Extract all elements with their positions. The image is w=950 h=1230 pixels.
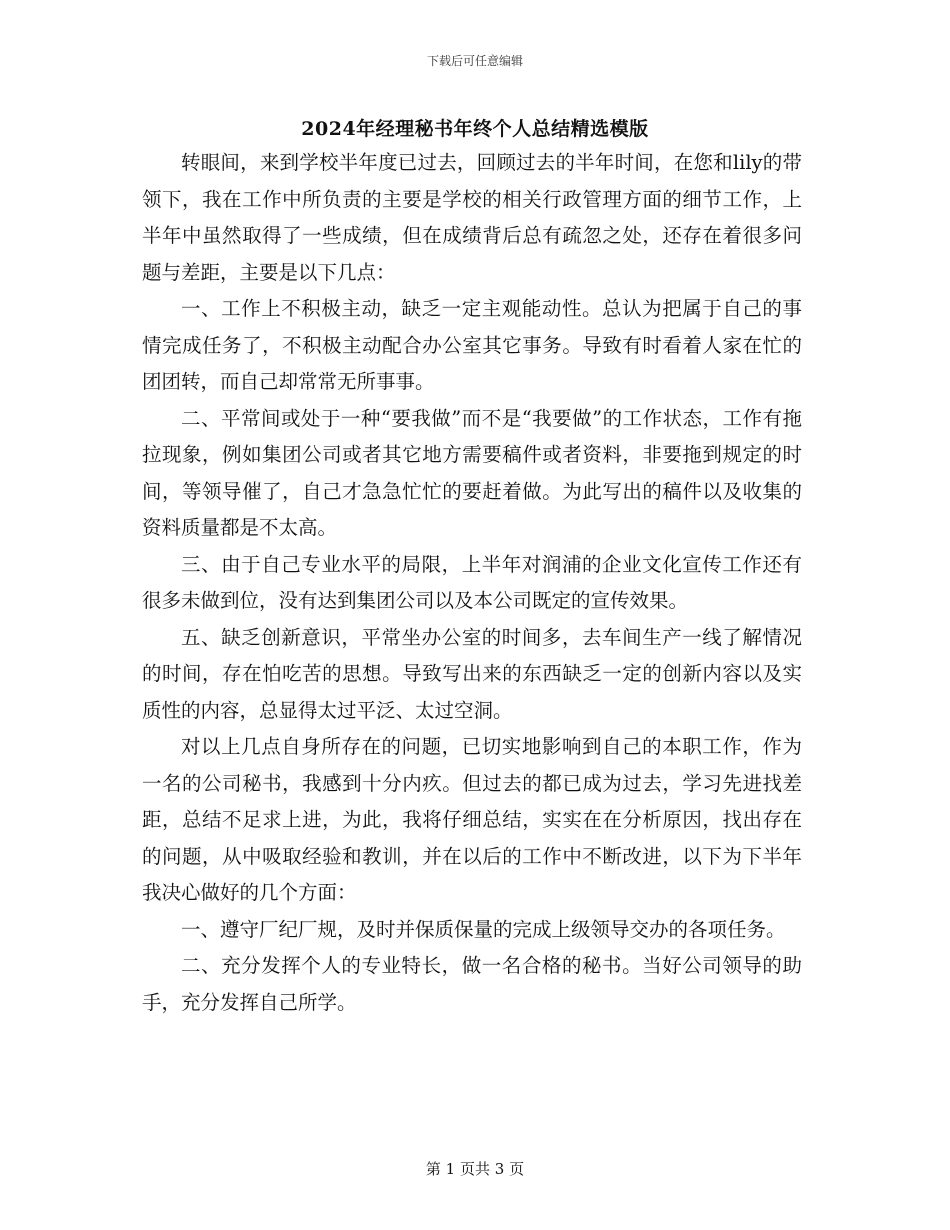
paragraph-plan-1: 一、遵守厂纪厂规，及时并保质保量的完成上级领导交办的各项任务。 bbox=[181, 917, 786, 941]
paragraph-intro: 转眼间，来到学校半年度已过去，回顾过去的半年时间，在您和lily的带领下，我在工作中所负责的主要是学校的相关行政管理方面的细节工作，上半年中虽然取得了一些成绩，但在成绩背后总有疏忽之处，还存在着很多问题与差距，主要是以下几点： bbox=[142, 151, 802, 284]
paragraph-issue-3: 三、由于自己专业水平的局限，上半年对润浦的企业文化宣传工作还有很多未做到位，没有达到集团公司以及本公司既定的宣传效果。 bbox=[142, 552, 802, 612]
document-body bbox=[142, 145, 802, 1021]
paragraph-reflection: 对以上几点自身所存在的问题，已切实地影响到自己的本职工作，作为一名的公司秘书，我感到十分内疚。但过去的都已成为过去，学习先进找差距，总结不足求上进，为此，我将仔细总结，实实在在分析原因，找出存在的问题，从中吸取经验和教训，并在以后的工作中不断改进，以下为下半年我决心做好的几个方面： bbox=[142, 735, 802, 904]
paragraph-issue-5: 五、缺乏创新意识，平常坐办公室的时间多，去车间生产一线了解情况的时间，存在怕吃苦的思想。导致写出来的东西缺乏一定的创新内容以及实质性的内容，总显得太过平泛、太过空洞。 bbox=[142, 625, 802, 722]
paragraph-issue-1: 一、工作上不积极主动，缺乏一定主观能动性。总认为把属于自己的事情完成任务了，不积极主动配合办公室其它事务。导致有时看着人家在忙的团团转，而自己却常常无所事事。 bbox=[142, 297, 802, 393]
paragraph-issue-2: 二、平常间或处于一种“要我做”而不是“我要做”的工作状态，工作有拖拉现象，例如集团公司或者其它地方需要稿件或者资料，非要拖到规定的时间，等领导催了，自己才急急忙忙的要赶着做。为此写出的稿件以及收集的资料质量都是不太高。 bbox=[142, 406, 802, 539]
page-number: 第 1 页共 3 页 bbox=[425, 1160, 525, 1178]
paragraph-plan-2: 二、充分发挥个人的专业特长，做一名合格的秘书。当好公司领导的助手，充分发挥自己所学。 bbox=[142, 954, 802, 1014]
header-note: 下载后可任意编辑 bbox=[426, 54, 523, 68]
document-title: 2024年经理秘书年终个人总结精选模版 bbox=[301, 118, 649, 140]
